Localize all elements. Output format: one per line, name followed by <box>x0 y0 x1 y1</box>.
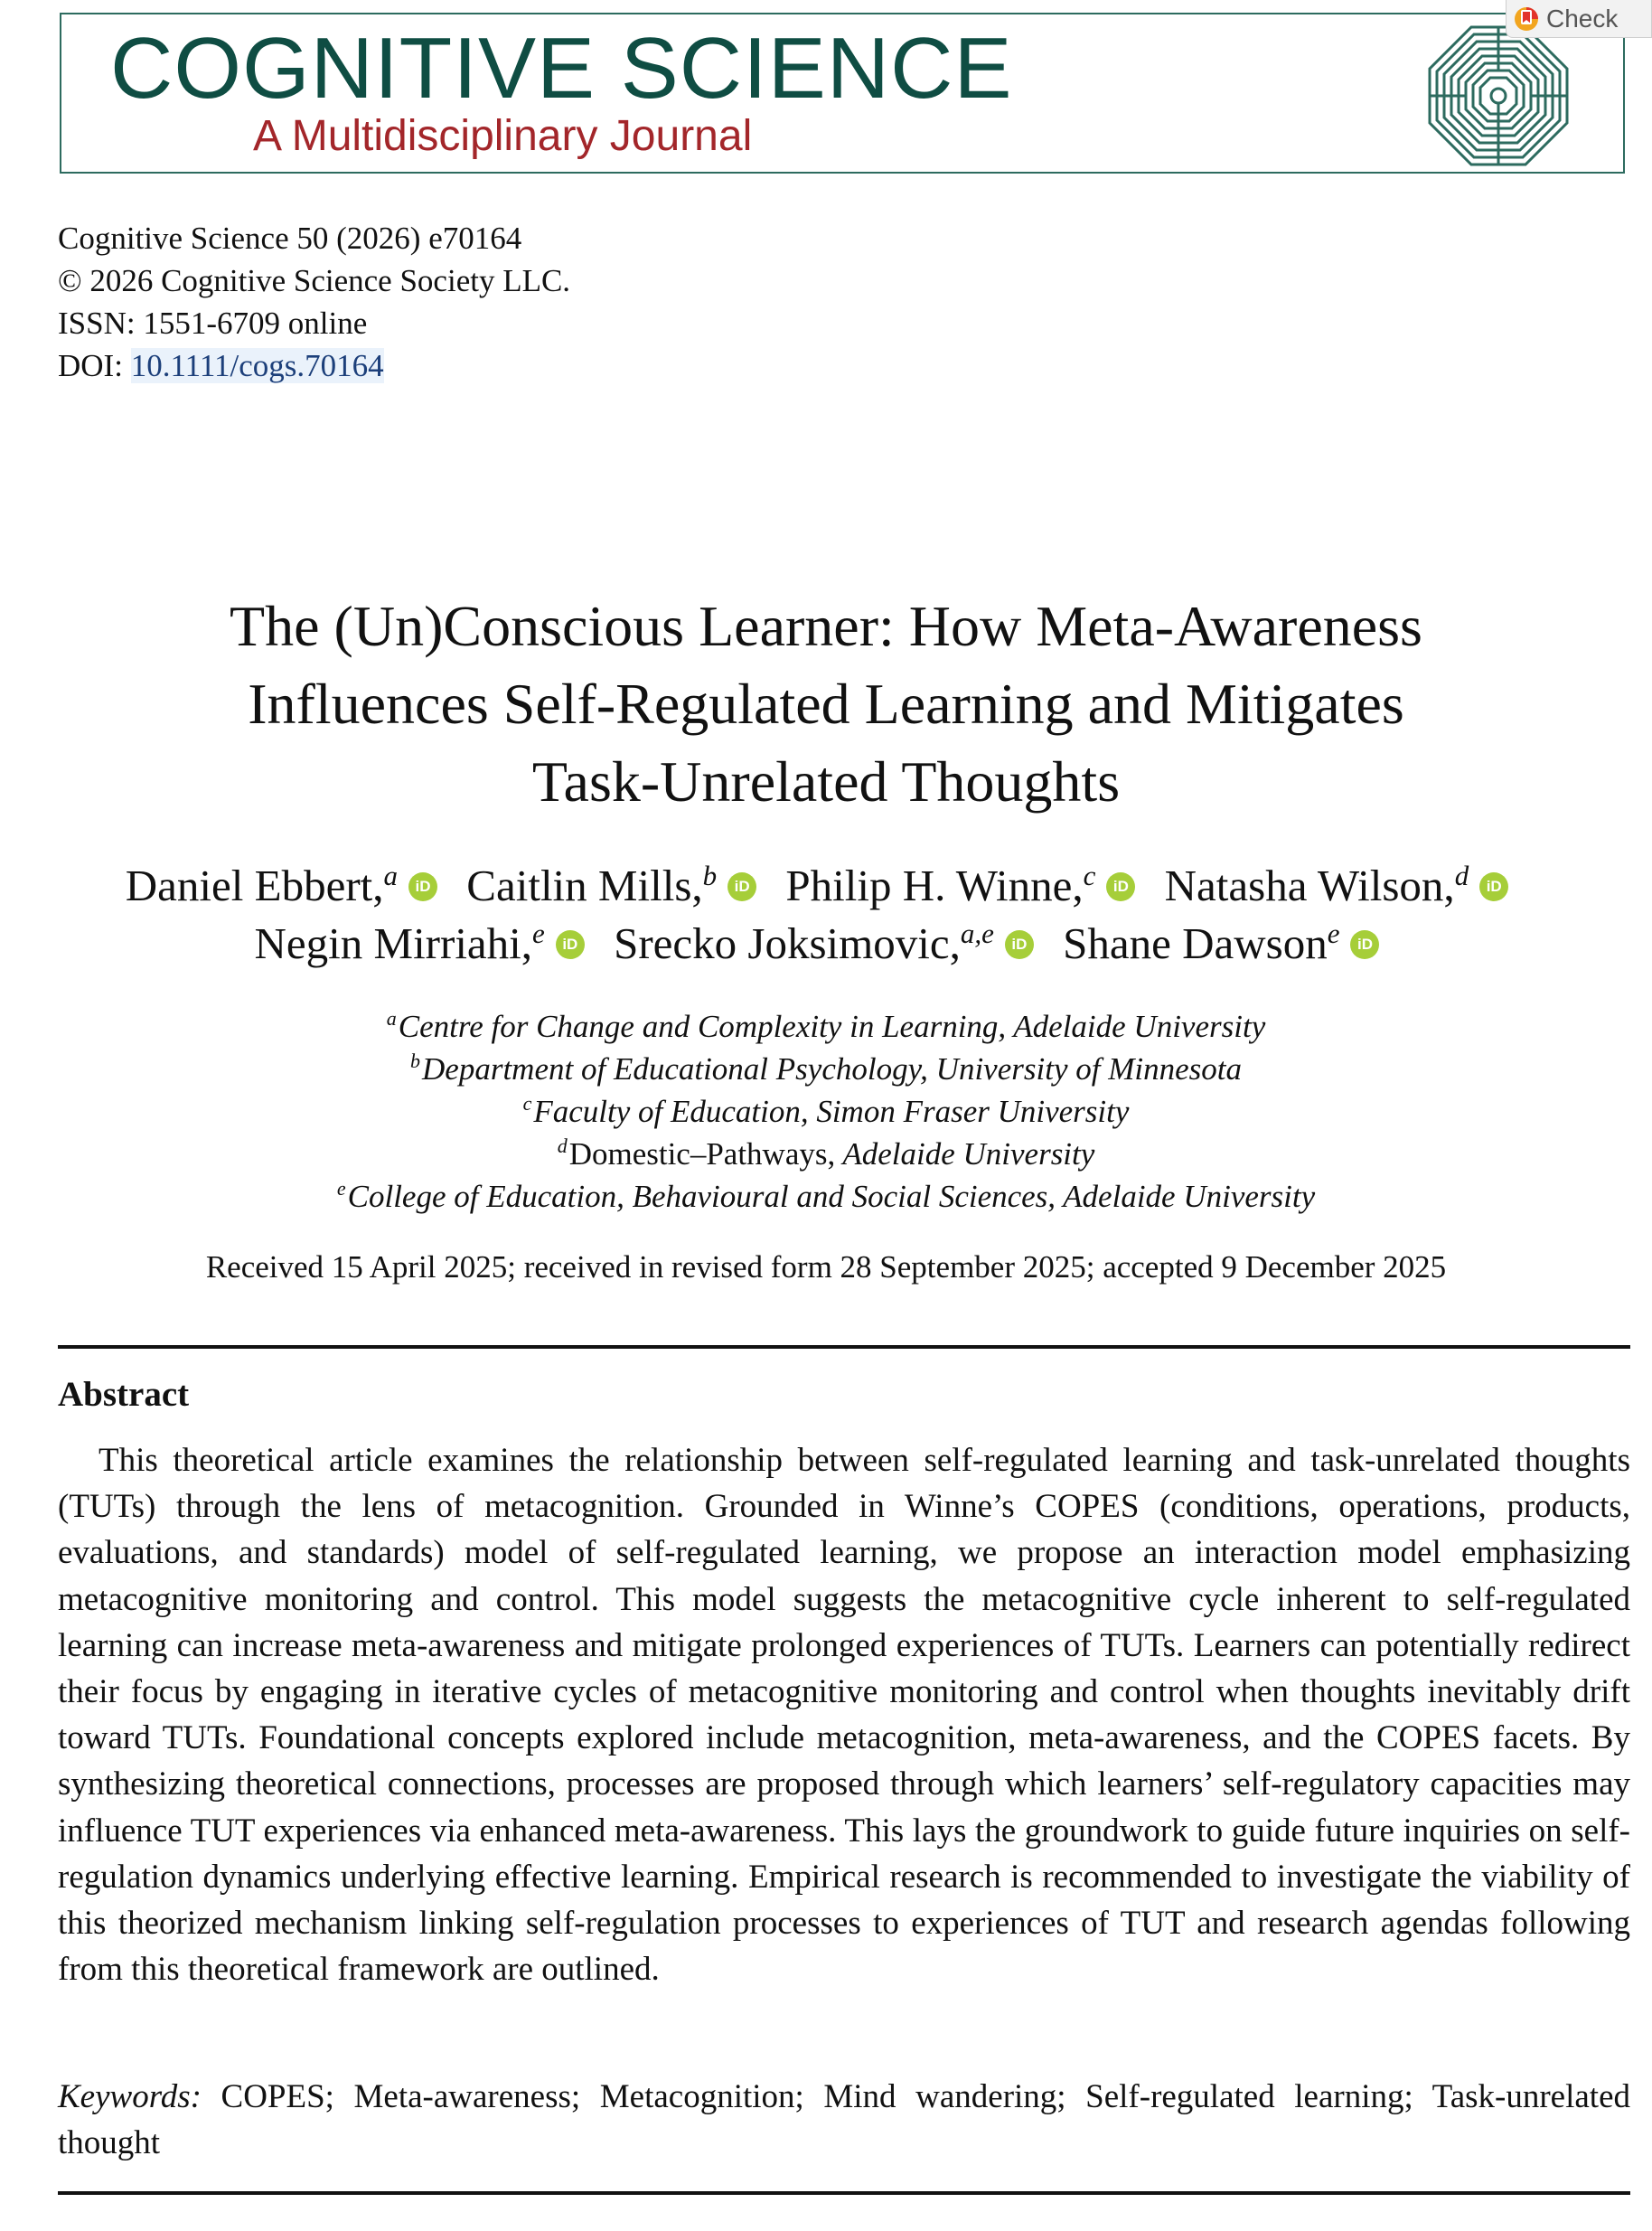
author-affil-mark: a,e <box>960 917 994 949</box>
affiliation <box>0 1175 1652 1218</box>
author <box>1165 861 1469 910</box>
divider-bottom <box>58 2191 1630 2195</box>
author-name: Natasha Wilson, <box>1164 861 1455 910</box>
author-affil-mark: d <box>1454 859 1469 891</box>
abstract-heading: Abstract <box>58 1375 190 1414</box>
title-line-2: Influences Self-Regulated Learning and Mitigates <box>248 672 1404 736</box>
affil-text-italic: Adelaide University <box>835 1136 1095 1172</box>
author <box>1063 918 1339 968</box>
affil-text: Department of Educational Psychology, University of Minnesota <box>422 1051 1242 1087</box>
author <box>614 918 994 968</box>
orcid-icon[interactable]: iD <box>1106 872 1135 901</box>
orcid-icon[interactable]: iD <box>727 872 756 901</box>
author <box>255 918 545 968</box>
doi-line <box>58 344 570 387</box>
affiliation <box>0 1005 1652 1048</box>
orcid-icon[interactable]: iD <box>556 930 585 959</box>
affil-mark: b <box>410 1049 421 1072</box>
title-line-1: The (Un)Conscious Learner: How Meta-Awareness <box>230 594 1422 658</box>
author-affil-mark: e <box>1327 917 1340 949</box>
article-title <box>0 588 1652 821</box>
received-dates: Received 15 April 2025; received in revised form 28 September 2025; accepted 9 December 2025 <box>205 1249 1447 1285</box>
labyrinth-logo-icon <box>1426 24 1571 168</box>
author-affil-mark: a <box>383 859 399 891</box>
author-line-1 <box>0 857 1652 915</box>
copyright: © 2026 Cognitive Science Society LLC. <box>58 263 571 298</box>
divider-top <box>58 1345 1630 1349</box>
article-meta <box>58 217 570 387</box>
issn: ISSN: 1551-6709 online <box>58 306 368 341</box>
check-label: Check <box>1546 4 1619 33</box>
journal-name: COGNITIVE SCIENCE <box>110 20 1013 117</box>
affil-mark: c <box>522 1091 532 1115</box>
author-name: Philip H. Winne, <box>785 861 1084 910</box>
journal-banner <box>60 13 1625 174</box>
journal-subtitle: A Multidisciplinary Journal <box>253 112 753 160</box>
abstract-body: This theoretical article examines the relationship between self-regulated learning and task-unrelated thoughts (TUTs) through the lens of metacognition. Grounded in Winne’s COPES (conditions, operations, products, evaluations, and standards) model of self-regulated learning, we propose an interaction model emphasizing metacognitive monitoring and control. This model suggests the metacognitive cycle inherent to self-regulated learning can increase meta-awareness and mitigate prolonged experiences of TUTs. Learners can potentially redirect their focus by engaging in iterative cycles of metacognitive monitoring and control when thoughts inevitably drift toward TUTs. Foundational concepts explored include metacognition, meta-awareness, and the COPES facets. By synthesizing theoretical connections, processes are proposed through which learners’ self-regulatory capacities may influence TUT experiences via enhanced meta-awareness. This lays the groundwork to guide future inquiries on self-regulation dynamics underlying effective learning. Empirical research is recommended to investigate the viability of this theorized mechanism linking self-regulation processes to experiences of TUT and research agendas following from this theoretical framework are outlined. <box>58 1442 1630 1989</box>
author-affil-mark: b <box>702 859 718 891</box>
author <box>126 861 398 910</box>
author-name: Caitlin Mills, <box>466 861 703 910</box>
affil-text-plain: Domestic–Pathways, <box>568 1136 836 1172</box>
author-line-2 <box>0 915 1652 973</box>
orcid-icon[interactable]: iD <box>408 872 437 901</box>
affiliation <box>0 1133 1652 1175</box>
keywords-text: COPES; Meta-awareness; Metacognition; Mind wandering; Self-regulated learning; Task-unrelated thought <box>58 2078 1630 2161</box>
author <box>466 861 717 910</box>
author-affil-mark: c <box>1083 859 1096 891</box>
author-list <box>0 857 1652 973</box>
author-affil-mark: e <box>532 917 545 949</box>
doi-prefix: DOI: <box>58 348 131 383</box>
doi-link[interactable]: 10.1111/cogs.70164 <box>130 348 384 383</box>
affil-mark: e <box>336 1176 346 1200</box>
orcid-icon[interactable]: iD <box>1479 872 1508 901</box>
author-name: Negin Mirriahi, <box>254 918 533 968</box>
affiliations <box>0 1005 1652 1218</box>
orcid-icon[interactable]: iD <box>1005 930 1034 959</box>
keywords <box>58 2074 1630 2166</box>
title-line-3: Task-Unrelated Thoughts <box>531 749 1121 814</box>
author-name: Daniel Ebbert, <box>125 861 384 910</box>
author <box>785 861 1095 910</box>
affiliation <box>0 1090 1652 1133</box>
affil-mark: a <box>386 1006 397 1030</box>
affil-text: College of Education, Behavioural and Social Sciences, Adelaide University <box>347 1179 1316 1214</box>
keywords-label: Keywords: <box>58 2078 202 2115</box>
orcid-icon[interactable]: iD <box>1350 930 1379 959</box>
citation: Cognitive Science 50 (2026) e70164 <box>58 221 522 256</box>
author-name: Srecko Joksimovic, <box>614 918 961 968</box>
affil-text: Centre for Change and Complexity in Learning, Adelaide University <box>398 1009 1266 1044</box>
affil-mark: d <box>557 1134 568 1157</box>
affil-text: Faculty of Education, Simon Fraser University <box>533 1094 1130 1129</box>
check-for-updates-button[interactable] <box>1506 0 1652 38</box>
crossmark-icon <box>1507 0 1546 38</box>
affiliation <box>0 1048 1652 1090</box>
author-name: Shane Dawson <box>1063 918 1328 968</box>
